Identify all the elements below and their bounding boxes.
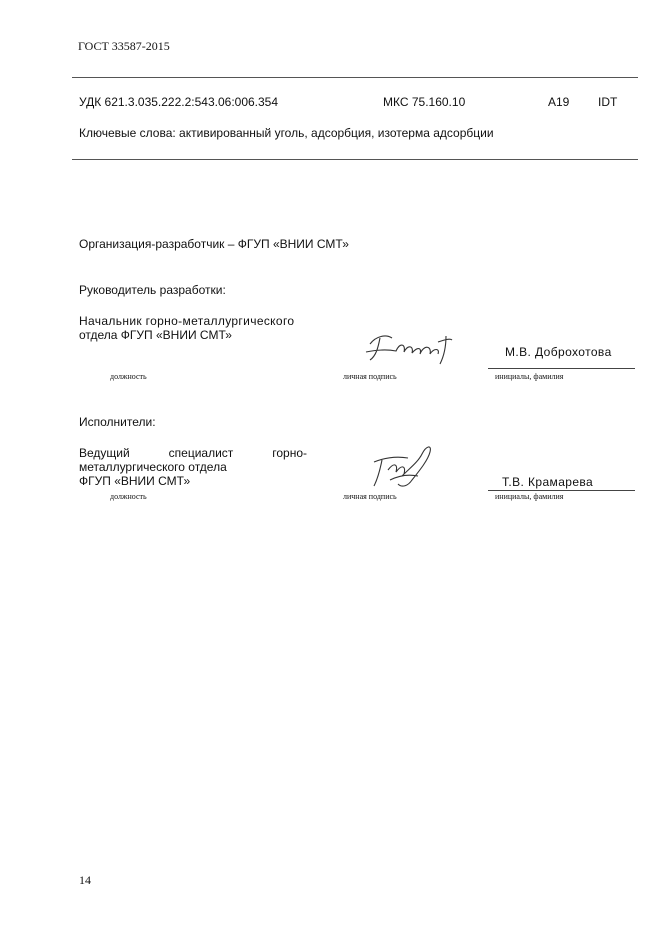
header-divider-bottom — [72, 159, 638, 160]
executor-position — [79, 446, 307, 488]
executor-caption-position: должность — [110, 492, 147, 501]
executor-position-line3: ФГУП «ВНИИ СМТ» — [79, 474, 191, 488]
executor-name: Т.В. Крамарева — [502, 475, 594, 489]
document-code: ГОСТ 33587-2015 — [78, 39, 170, 53]
header-divider-top — [72, 77, 638, 78]
executor-signature — [368, 440, 438, 492]
leader-caption-name: инициалы, фамилия — [495, 372, 564, 381]
executor-name-line — [488, 490, 635, 491]
idt-label: IDT — [598, 95, 618, 109]
organization-developer: Организация-разработчик – ФГУП «ВНИИ СМТ» — [79, 237, 349, 251]
executor-position-line1: Ведущий специалист горно- — [79, 446, 307, 460]
executor-position-line2: металлургического отдела — [79, 460, 227, 474]
leader-position-line1: Начальник горно-металлургического — [79, 314, 295, 328]
udk-code: УДК 621.3.035.222.2:543.06:006.354 — [79, 95, 279, 109]
leader-name: М.В. Доброхотова — [505, 345, 612, 359]
executor-caption-signature: личная подпись — [343, 492, 397, 501]
mks-code: МКС 75.160.10 — [383, 95, 466, 109]
leader-signature — [362, 330, 457, 370]
keywords: Ключевые слова: активированный уголь, адсорбция, изотерма адсорбции — [79, 126, 494, 140]
leader-caption-position: должность — [110, 372, 147, 381]
executor-caption-name: инициалы, фамилия — [495, 492, 564, 501]
leader-position-line2: отдела ФГУП «ВНИИ СМТ» — [79, 328, 232, 342]
classification-code: А19 — [548, 95, 570, 109]
leader-name-line — [488, 368, 635, 369]
leader-heading: Руководитель разработки: — [79, 283, 226, 297]
executors-heading: Исполнители: — [79, 415, 156, 429]
page-number: 14 — [79, 873, 91, 887]
leader-caption-signature: личная подпись — [343, 372, 397, 381]
